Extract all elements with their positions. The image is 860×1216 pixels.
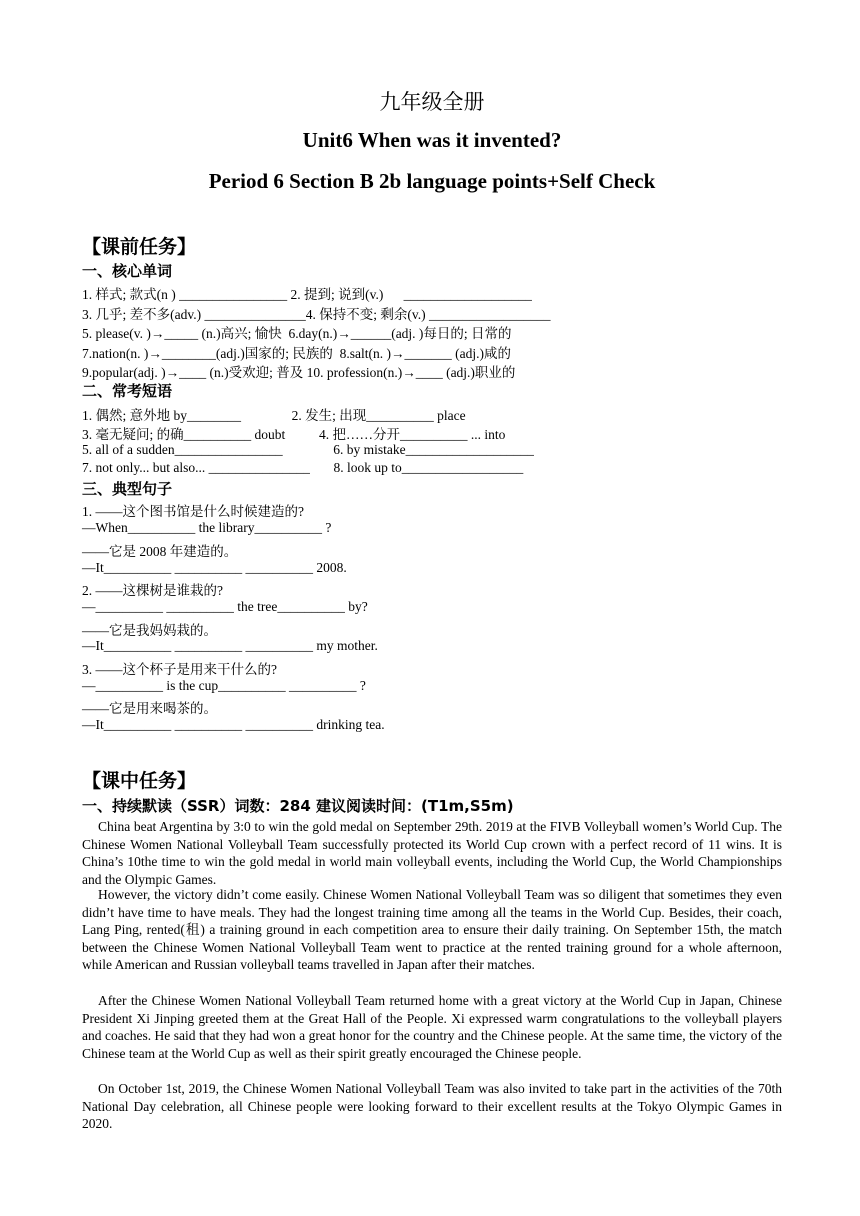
unit-title: Unit6 When was it invented? — [302, 128, 562, 152]
reading-paragraph: However, the victory didn’t come easily. Chinese Women National Volleyball Team was so diligent that sometimes they even didn’t have time to have meals. They had the longest training time among all the teams in the World Cup. Besides, their coach, Lang Ping, rented(租) a training ground in each competition area to ensure their daily training. On September 15th, the match between the Chinese Women National Volleyball Team went to practice at the rented training ground for a whole afternoon, while American and Russian volleyball teams travelled in Japan after their matches. — [82, 887, 782, 972]
sentence-line: —__________ is the cup__________ __________ ? — [82, 678, 366, 693]
sentence-line: 1. ——这个图书馆是什么时候建造的? — [82, 504, 304, 519]
phrase-line: 5. all of a sudden________________ 6. by mistake___________________ — [82, 442, 534, 457]
sentence-line: ——它是我妈妈栽的。 — [82, 623, 217, 638]
vocab-line: 7.nation(n. )→________(adj.)国家的; 民族的 8.salt(n. )→_______ (adj.)咸的 — [82, 346, 511, 361]
pre-task-heading: 【课前任务】 — [82, 236, 197, 258]
ssr-heading: 一、持续默读（SSR）词数：284 建议阅读时间：(T1m,S5m) — [82, 797, 514, 815]
in-task-heading: 【课中任务】 — [82, 770, 197, 792]
grade-title: 九年级全册 — [379, 90, 485, 114]
vocab-line: 9.popular(adj. )→____ (n.)受欢迎; 普及 10. profession(n.)→____ (adj.)职业的 — [82, 365, 516, 380]
sentence-line: —__________ __________ the tree__________ by? — [82, 599, 368, 614]
sentence-line: ——它是用来喝茶的。 — [82, 701, 217, 716]
phrase-line: 7. not only... but also... _______________ 8. look up to__________________ — [82, 460, 524, 475]
reading-paragraph: China beat Argentina by 3:0 to win the gold medal on September 29th. 2019 at the FIVB Volleyball women’s World Cup. The Chinese Women National Volleyball Team successfully protected its World Cup crown with a perfect record of 11 wins. It is China’s 10the time to win the gold medal in world main volleyball events, including the World Cup, the World Championships and the Olympic Games. — [82, 819, 782, 887]
sentence-line: —It__________ __________ __________ 2008. — [82, 560, 347, 575]
sentence-line: —When__________ the library__________ ? — [82, 520, 332, 535]
sentence-line: 3. ——这个杯子是用来干什么的? — [82, 662, 277, 677]
sentence-line: —It__________ __________ __________ my mother. — [82, 638, 378, 653]
phrase-line: 3. 毫无疑问; 的确__________ doubt 4. 把……分开__________ ... into — [82, 427, 506, 442]
period-title: Period 6 Section B 2b language points+Self Check — [208, 169, 656, 193]
vocab-heading: 一、核心单词 — [82, 262, 173, 280]
sentences-heading: 三、典型句子 — [82, 480, 173, 498]
sentence-line: ——它是 2008 年建造的。 — [82, 544, 238, 559]
sentence-line: 2. ——这棵树是谁栽的? — [82, 583, 223, 598]
vocab-line: 3. 几乎; 差不多(adv.) _______________4. 保持不变; 剩余(v.) __________________ — [82, 307, 551, 322]
vocab-line: 5. please(v. )→_____ (n.)高兴; 愉快 6.day(n.)→______(adj. )每日的; 日常的 — [82, 326, 512, 341]
phrase-line: 1. 偶然; 意外地 by________ 2. 发生; 出现__________ place — [82, 408, 466, 423]
reading-paragraph: After the Chinese Women National Volleyball Team returned home with a great victory at the World Cup in Japan, Chinese President Xi Jinping greeted them at the Great Hall of the People. Xi expressed warm congratulations to the volleyball players and coaches. He said that they had won a great honor for the country and the Chinese people. At the same time, the victory of the Chinese team at the World Cup as well as their spirit greatly encouraged the Chinese people. — [82, 993, 782, 1061]
reading-paragraph: On October 1st, 2019, the Chinese Women National Volleyball Team was also invited to take part in the activities of the 70th National Day celebration, all Chinese people were looking forward to their excellent results at the Tokyo Olympic Games in 2020. — [82, 1081, 782, 1131]
vocab-line: 1. 样式; 款式(n ) ________________ 2. 提到; 说到(v.) ___________________ — [82, 287, 532, 302]
sentence-line: —It__________ __________ __________ drinking tea. — [82, 717, 385, 732]
phrases-heading: 二、常考短语 — [82, 382, 173, 400]
